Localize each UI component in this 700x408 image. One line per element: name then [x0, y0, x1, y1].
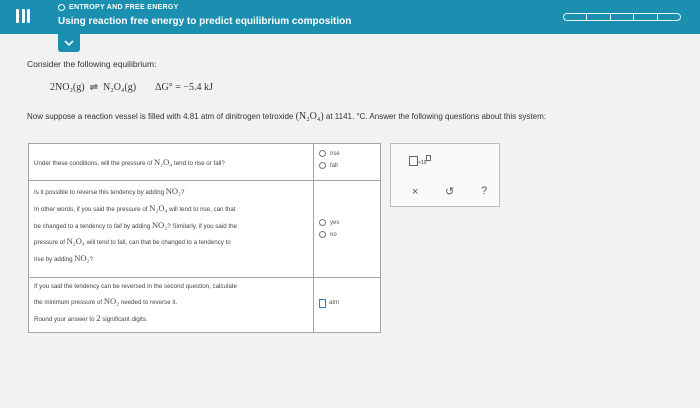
- radio-circle-icon[interactable]: [319, 231, 326, 238]
- chevron-down-icon: [64, 40, 74, 46]
- pressure-answer-input[interactable]: [319, 299, 326, 308]
- question-1-text: Under these conditions, will the pressure of N₂O₄ tend to rise or fall?: [29, 144, 314, 180]
- question-row-2: [29, 181, 380, 278]
- radio-circle-icon[interactable]: [319, 150, 326, 157]
- problem-statement: Now suppose a reaction vessel is filled with 4.81 atm of dinitrogen tetroxide (N₂O₄) at 1141. °C. Answer the following questions about this system:: [27, 111, 546, 122]
- page-title: Using reaction free energy to predict equilibrium composition: [58, 16, 352, 27]
- question-2-text: Is it possible to reverse this tendency by adding NO₂? In other words, if you said the pressure of N₂O₄ will tend to rise, can that be changed to a tendency to fall by adding NO₂? Similarly, if you said the pressure of N₂O₄ will tend to fall, can that be changed to a tendency to rise by adding NO₂?: [29, 181, 314, 277]
- menu-icon[interactable]: [16, 9, 30, 23]
- topic-label: [58, 4, 179, 11]
- scientific-notation-button[interactable]: ×10: [409, 156, 431, 166]
- equation-rhs: N₂O₄(g): [102, 82, 137, 93]
- help-icon[interactable]: ?: [481, 185, 488, 197]
- collapse-button[interactable]: [58, 34, 80, 52]
- equilibrium-equation: [50, 82, 213, 93]
- radio-rise[interactable]: rise: [319, 150, 375, 157]
- consider-text: Consider the following equilibrium:: [27, 59, 157, 69]
- close-icon[interactable]: ×: [412, 186, 419, 198]
- progress-bar: [563, 13, 681, 21]
- radio-yes[interactable]: yes: [319, 219, 375, 226]
- question-2-answers: [314, 181, 380, 277]
- question-1-answers: [314, 144, 380, 180]
- question-row-3: [29, 278, 380, 332]
- answer-tools-panel: [390, 143, 500, 207]
- unit-label: atm: [329, 300, 340, 306]
- question-3-text: If you said the tendency can be reversed in the second question, calculate the minimum pressure of NO₂ needed to reverse it. Round your answer to 2 significant digits.: [29, 278, 314, 332]
- equilibrium-arrow-icon: ⇌: [89, 82, 98, 93]
- topic-text: ENTROPY AND FREE ENERGY: [69, 4, 179, 11]
- header-bar: [0, 0, 700, 34]
- question-row-1: [29, 144, 380, 181]
- radio-circle-icon[interactable]: [319, 219, 326, 226]
- topic-circle-icon: [58, 4, 65, 11]
- radio-fall[interactable]: fall: [319, 162, 375, 169]
- radio-no[interactable]: no: [319, 231, 375, 238]
- radio-circle-icon[interactable]: [319, 162, 326, 169]
- question-table: [28, 143, 381, 333]
- question-3-answer: [314, 278, 380, 332]
- undo-icon[interactable]: ↺: [445, 186, 455, 198]
- equation-lhs: 2NO₂(g): [50, 82, 85, 93]
- formula-n2o4: (N₂O₄): [295, 111, 324, 122]
- delta-g-value: ΔG° = −5.4 kJ: [155, 82, 213, 93]
